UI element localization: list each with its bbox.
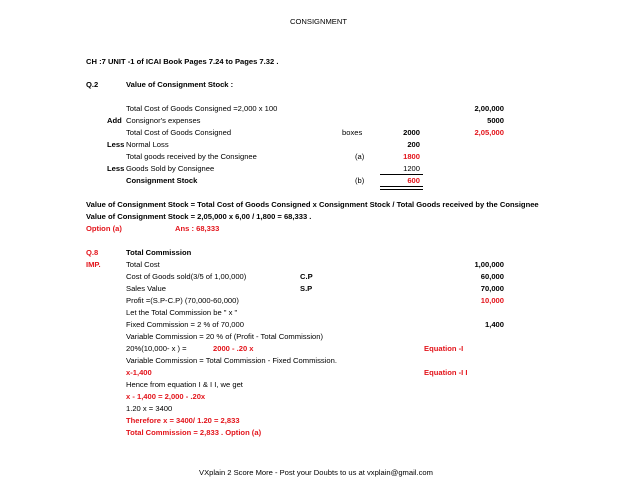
- q2-row-qty: 1800: [403, 152, 420, 161]
- q8-step: x - 1,400 = 2,000 - .20x: [126, 392, 206, 401]
- q8-line: Variable Commission = 20 % of (Profit - Total Commission): [126, 332, 324, 341]
- q8-equation: 2000 - .20 x: [213, 344, 254, 353]
- q2-row-prefix: Less: [107, 164, 125, 173]
- q8-amount: 60,000: [480, 272, 504, 281]
- q2-row-qty: 2000: [403, 128, 420, 137]
- q8-step: Therefore x = 3400/ 1.20 = 2,833: [126, 416, 240, 425]
- q8-amount: 70,000: [480, 284, 504, 293]
- q2-row-mark: (a): [355, 152, 365, 161]
- page-title: CONSIGNMENT: [290, 17, 347, 26]
- q8-amount: 1,00,000: [474, 260, 504, 269]
- q2-option: Option (a): [86, 224, 122, 233]
- q8-line: Fixed Commission = 2 % of 70,000: [126, 320, 244, 329]
- q8-equation: x-1,400: [126, 368, 152, 377]
- q2-answer: Ans : 68,333: [175, 224, 220, 233]
- q8-line: Cost of Goods sold(3/5 of 1,00,000): [126, 272, 247, 281]
- q8-line: Sales Value: [126, 284, 166, 293]
- q2-row-label: Normal Loss: [126, 140, 169, 149]
- q2-row-amount: 2,00,000: [474, 104, 504, 113]
- q2-row-label: Consignor's expenses: [126, 116, 201, 125]
- q8-line: Variable Commission = Total Commission - Fixed Commission.: [126, 356, 337, 365]
- subtotal-rule: [380, 174, 423, 175]
- q2-row-prefix: Less: [107, 140, 125, 149]
- q8-line: Hence from equation I & I I, we get: [126, 380, 243, 389]
- q2-row-qty: 1200: [403, 164, 420, 173]
- q8-amount: 1,400: [484, 320, 504, 329]
- q2-formula: Value of Consignment Stock = Total Cost of Goods Consigned x Consignment Stock / Total Goods received by the Consignee: [86, 200, 539, 209]
- equation-label: Equation -I I: [424, 368, 468, 377]
- footer-note: VXplain 2 Score More - Post your Doubts to us at vxplain@gmail.com: [199, 468, 433, 477]
- chapter-reference: CH :7 UNIT -1 of ICAI Book Pages 7.24 to Pages 7.32 .: [86, 57, 279, 66]
- q2-row-label: Total Cost of Goods Consigned: [126, 128, 232, 137]
- q8-marker: C.P: [300, 272, 313, 281]
- q2-row-label: Consignment Stock: [126, 176, 198, 185]
- q2-row-qty: 600: [407, 176, 420, 185]
- q8-step: 1.20 x = 3400: [126, 404, 173, 413]
- q2-row-amount: 5000: [487, 116, 504, 125]
- q8-marker: S.P: [300, 284, 313, 293]
- q2-row-prefix: Add: [107, 116, 122, 125]
- q2-row-mark: (b): [355, 176, 365, 185]
- q2-number: Q.2: [86, 80, 99, 89]
- q2-title: Value of Consignment Stock :: [126, 80, 234, 89]
- q8-line: Total Cost: [126, 260, 160, 269]
- q8-amount: 10,000: [480, 296, 504, 305]
- q2-row-unit: boxes: [342, 128, 363, 137]
- q2-row-label: Goods Sold by Consignee: [126, 164, 215, 173]
- q2-calculation: Value of Consignment Stock = 2,05,000 x 6,00 / 1,800 = 68,333 .: [86, 212, 312, 221]
- q8-imp-marker: IMP.: [86, 260, 101, 269]
- q2-row-qty: 200: [407, 140, 420, 149]
- q8-number: Q.8: [86, 248, 99, 257]
- total-double-rule: [380, 186, 423, 190]
- q8-title: Total Commission: [126, 248, 192, 257]
- q8-line: Profit =(S.P-C.P) (70,000-60,000): [126, 296, 239, 305]
- equation-label: Equation -I: [424, 344, 464, 353]
- q8-line: Let the Total Commission be " x ": [126, 308, 238, 317]
- q2-row-amount: 2,05,000: [474, 128, 504, 137]
- q2-row-label: Total goods received by the Consignee: [126, 152, 257, 161]
- q8-final-answer: Total Commission = 2,833 . Option (a): [126, 428, 262, 437]
- q8-line: 20%(10,000- x ) =: [126, 344, 187, 353]
- q2-row-label: Total Cost of Goods Consigned =2,000 x 100: [126, 104, 278, 113]
